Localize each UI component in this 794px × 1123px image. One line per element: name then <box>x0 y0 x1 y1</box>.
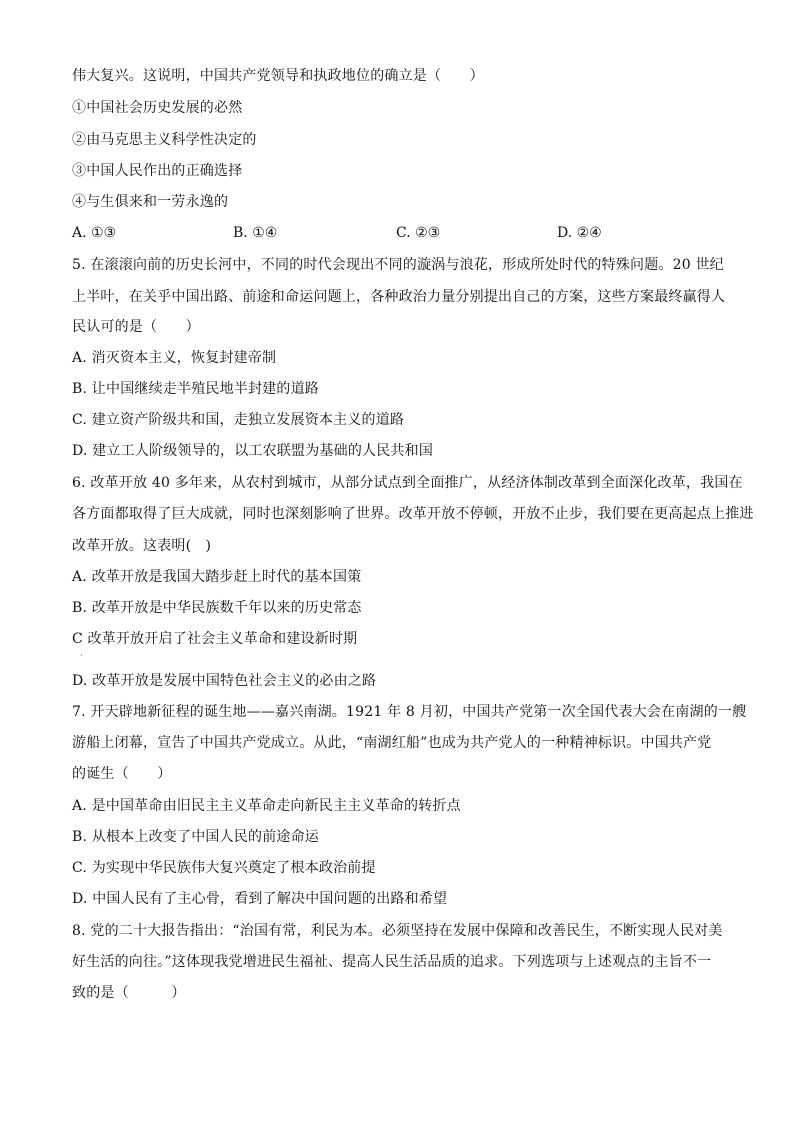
question-8-stem-line-1: 8. 党的二十大报告指出：“治国有常，利民为本。必须坚持在发展中保障和改善民生，不断实现人民对美 <box>72 923 723 939</box>
q5-option-a: A. 消灭资本主义，恢复封建帝制 <box>72 350 277 366</box>
q6-option-b: B. 改革开放是中华民族数千年以来的历史常态 <box>72 600 362 616</box>
stray-dot-mark: · <box>80 651 83 660</box>
question-7-stem-line-3: 的诞生（ ） <box>72 766 172 782</box>
q4-option-a: A. ①③ <box>72 225 117 241</box>
question-4-intro: 伟大复兴。这说明，中国共产党领导和执政地位的确立是（ ） <box>72 68 484 84</box>
q5-option-b: B. 让中国继续走半殖民地半封建的道路 <box>72 381 319 397</box>
statement-3: ③中国人民作出的正确选择 <box>72 163 243 179</box>
q7-option-b: B. 从根本上改变了中国人民的前途命运 <box>72 829 319 845</box>
question-7-stem-line-1: 7. 开天辟地新征程的诞生地——嘉兴南湖。1921 年 8 月初，中国共产党第一次全国代表大会在南湖的一艘 <box>72 704 747 720</box>
q7-option-c: C. 为实现中华民族伟大复兴奠定了根本政治前提 <box>72 860 376 876</box>
question-7-stem-line-2: 游船上闭幕，宣告了中国共产党成立。从此，“南湖红船”也成为共产党人的一种精神标识。中国共产党 <box>72 735 712 751</box>
q6-option-a: A. 改革开放是我国大踏步赶上时代的基本国策 <box>72 569 362 585</box>
q5-option-c: C. 建立资产阶级共和国，走独立发展资本主义的道路 <box>72 412 405 428</box>
q7-option-d: D. 中国人民有了主心骨，看到了解决中国问题的出路和希望 <box>72 891 448 907</box>
q4-option-d: D. ②④ <box>557 225 602 241</box>
q4-option-c: C. ②③ <box>396 225 441 241</box>
statement-4: ④与生俱来和一劳永逸的 <box>72 194 229 210</box>
question-4-options <box>72 224 722 242</box>
q7-option-a: A. 是中国革命由旧民主主义革命走向新民主主义革命的转折点 <box>72 798 461 814</box>
q6-option-d: D. 改革开放是发展中国特色社会主义的必由之路 <box>72 673 377 689</box>
q4-option-b: B. ①④ <box>233 225 278 241</box>
question-5-stem-line-3: 民认可的是（ ） <box>72 319 200 335</box>
question-6-stem-line-1: 6. 改革开放 40 多年来，从农村到城市，从部分试点到全面推广，从经济体制改革到全面深化改革，我国在 <box>72 475 743 491</box>
statement-1: ①中国社会历史发展的必然 <box>72 100 243 116</box>
question-6-stem-line-3: 改革开放。这表明( ) <box>72 538 212 554</box>
question-6-stem-line-2: 各方面都取得了巨大成就，同时也深刻影响了世界。改革开放不停顿，开放不止步，我们要在更高起点上推进 <box>72 506 754 522</box>
question-8-stem-line-2: 好生活的向往。”这体现我党增进民生福祉、提高人民生活品质的追求。下列选项与上述观点的主旨不一 <box>72 954 712 970</box>
question-8-stem-line-3: 致的是（ ） <box>72 985 186 1001</box>
q6-option-c: C 改革开放开启了社会主义革命和建设新时期 <box>72 631 358 647</box>
statement-2: ②由马克思主义科学性决定的 <box>72 132 257 148</box>
question-5-stem-line-2: 上半叶，在关乎中国出路、前途和命运问题上，各种政治力量分别提出自己的方案，这些方案最终赢得人 <box>72 289 726 305</box>
q5-option-d: D. 建立工人阶级领导的，以工农联盟为基础的人民共和国 <box>72 443 434 459</box>
question-5-stem-line-1: 5. 在滚滚向前的历史长河中，不同的时代会现出不同的漩涡与浪花，形成所处时代的特殊问题。20 世纪 <box>72 257 724 273</box>
